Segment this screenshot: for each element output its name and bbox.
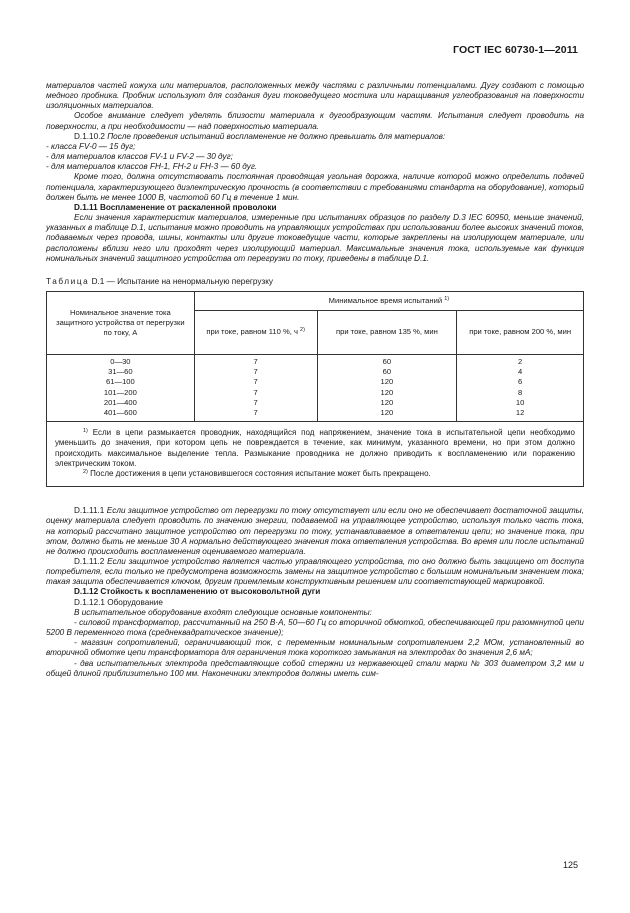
time-135-cells	[317, 354, 457, 421]
overload-test-table	[46, 291, 584, 487]
table-cell: 60	[382, 367, 392, 377]
table-cell: 4	[518, 367, 523, 377]
time-200-cells	[457, 354, 584, 421]
table-cell: 0—30	[110, 356, 131, 366]
column-header-current: Номинальное значение тока защитного устройства от перегрузки по току, А	[47, 291, 195, 354]
table-notes-row	[47, 422, 584, 487]
table-cell: 201—400	[103, 397, 137, 407]
table-cell: 60	[382, 356, 392, 366]
list-item: - два испытательных электрода представляющие собой стержни из нержавеющей стали марки № 303 диаметром 3,2 мм и общей длиной приблизительно 100 мм. Наконечники электродов должны иметь сим-	[46, 658, 584, 678]
table-cell: 7	[253, 367, 258, 377]
paragraph: материалов частей кожуха или материалов, расположенных между частями с различными потенциалами. Дугу создают с помощью медного пробника. Пробник используют для создания дуги токоведущего мостика или наращивания углеобразования на поверхности изоляционных материалов.	[46, 81, 584, 111]
table-cell: 61—100	[106, 377, 135, 387]
table-notes	[47, 422, 584, 487]
table-cell: 7	[253, 377, 258, 387]
clause-text: После проведения испытаний воспламенение не должно превышать для материалов:	[104, 131, 446, 141]
subheader-label: при токе, равном 110 %, ч	[206, 327, 298, 337]
footnote-mark: 2)	[83, 469, 88, 475]
list-item: - для материалов классов FV-1 и FV-2 — 30 дуг;	[46, 152, 233, 162]
table-cell: 10	[515, 397, 525, 407]
page-number: 125	[562, 860, 578, 870]
clause-number: D.1.11.1	[74, 506, 105, 516]
table-cell: 101—200	[103, 387, 137, 397]
table-cell: 7	[253, 356, 258, 366]
footnote-mark: 1)	[83, 428, 88, 435]
list-item: - класса FV-0 — 15 дуг;	[46, 141, 136, 151]
caption-label: Таблица	[46, 276, 90, 286]
footnote-ref: 1)	[444, 295, 450, 302]
table-cell: 401—600	[103, 407, 137, 417]
table-cell: 120	[380, 407, 394, 417]
table-cell: 7	[253, 397, 258, 407]
paragraph: Кроме того, должна отсутствовать постоянная проводящая угольная дорожка, наличие которой можно определить подачей потенциала, характеризующего диэлектрическую прочность (в соответствии с требованиями стандарта на оборудование), который должен быть не менее 1000 В, частотой 60 Гц в течение 1 мин.	[46, 172, 584, 202]
table-data-block	[47, 354, 584, 421]
clause-number: D.1.11.2	[74, 556, 105, 566]
list-item: - силовой трансформатор, рассчитанный на 250 В·А, 50—60 Гц со вторичной обмоткой, обеспечивающей при разомкнутой цепи 5200 В переменного тока (среднеквадратическое значение);	[46, 617, 584, 638]
paragraph: Особое внимание следует уделять близости материала к дугообразующим частям. Испытания следует проводить на поверхности, а при необходимости — над поверхностью материала.	[46, 111, 584, 131]
caption-title: D.1 — Испытание на ненормальную перегрузку	[89, 276, 273, 286]
clause-text: Если защитное устройство от перегрузки по току отсутствует или если оно не обеспечивает достаточной защиты, оценку материала следует проводить по значению энергии, подаваемой на управляющее устройство, используя только часть тока, на который рассчитано защитное устройство от перегрузки по току, устанавливаемое в ответвлении цепи; но значение тока, при этом, должно быть не меньше 30 А нормально действующего значения тока ответвления устройства. Во время или после испытаний не должно происходить воспламенения оцениваемого материала.	[46, 506, 584, 556]
column-header-110	[194, 310, 317, 354]
document-body	[46, 81, 584, 679]
clause-d11111	[46, 506, 584, 557]
table-cell: 8	[518, 387, 523, 397]
group-label: Минимальное время испытаний	[328, 295, 443, 305]
footnote-text: Если в цепи размыкается проводник, находящийся под напряжением, значение тока в испытательной цепи необходимо уменьшить до значения, при котором цепь не повреждается в течение, как минимум, указанного времени, но при этом должно происходить максимальное выделение тепла. Размыкание проводника не должно приводить к воспламенению или поражению электрическим током.	[55, 428, 575, 468]
table-cell: 7	[253, 387, 258, 397]
footnote-1	[55, 428, 575, 469]
table-cell: 6	[518, 377, 523, 387]
clause-text: Если защитное устройство является частью управляющего устройства, то оно должно быть защищено от доступа потребителя, если только не предусмотрена возможность замены на защитное устройство с большим номинальным значением тока; такая защита обеспечивается ключом, другим приемлемым конструктивным решением или соответствующей маркировкой.	[46, 556, 584, 587]
column-header-200: при токе, равном 200 %, мин	[457, 310, 584, 354]
table-cell: 31—60	[108, 367, 133, 377]
table-cell: 2	[518, 356, 523, 366]
paragraph: Если значения характеристик материалов, измеренные при испытаниях образцов по разделу D.3 IEC 60950, меньше значений, указанных в таблице D.1, испытания можно проводить на управляющих устройствах при использовании более высоких значений токов, подаваемых через провода, шины, контакты или другие токоведущие части, которые закреплены на изолирующем материале, или расположены вблизи него или проходят через изолирующий материал. Максимальные значения тока, используемые как функция номинальных значений защитного устройства от перегрузки по току, приведены в таблице D.1.	[46, 213, 584, 263]
section-heading: D.1.11 Воспламенение от раскаленной проволоки	[74, 202, 277, 212]
standard-header: ГОСТ IEC 60730-1—2011	[453, 44, 578, 56]
clause-d1102	[46, 132, 584, 142]
paragraph: В испытательное оборудование входят следующие основные компоненты:	[74, 607, 372, 617]
table-cell: 120	[380, 387, 394, 397]
subsection-heading: D.1.12.1 Оборудование	[74, 597, 163, 607]
section-heading: D.1.12 Стойкость к воспламенению от высоковольтной дуги	[74, 587, 321, 597]
current-range-cells	[47, 354, 195, 421]
table-cell: 120	[380, 377, 394, 387]
table-cell: 120	[380, 397, 394, 407]
table-caption	[46, 277, 584, 287]
footnote-ref: 2)	[300, 327, 305, 334]
column-group-header	[194, 291, 583, 310]
list-item: - магазин сопротивлений, ограничивающий ток, с переменным номинальным сопротивлением 2,2 МОм, установленный во вторичной обмотке цепи трансформатора для ограничения тока короткого замыкания на электродах до значения 2,6 мА;	[46, 638, 584, 658]
table-cell: 7	[253, 407, 258, 417]
footnote-text: После достижения в цепи установившегося состояния испытание может быть прекращено.	[87, 469, 431, 478]
table-header-row	[47, 291, 584, 310]
footnote-2	[55, 469, 575, 479]
column-header-135: при токе, равном 135 %, мин	[317, 310, 457, 354]
time-110-cells	[194, 354, 317, 421]
clause-number: D.1.10.2	[74, 131, 105, 141]
clause-d11112	[46, 557, 584, 587]
table-cell: 12	[515, 407, 525, 417]
list-item: - для материалов классов FH-1, FH-2 и FH-3 — 60 дуг.	[46, 162, 258, 172]
